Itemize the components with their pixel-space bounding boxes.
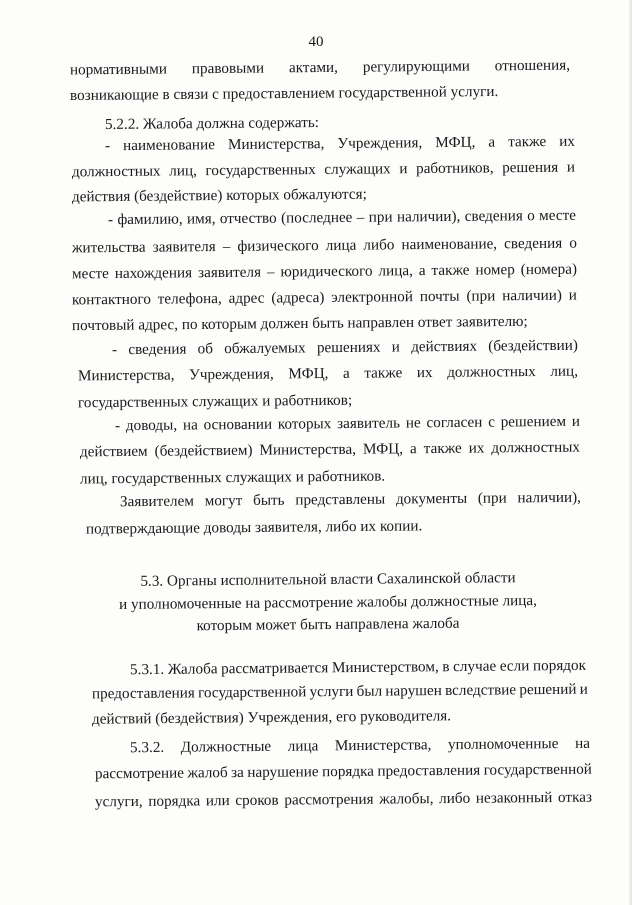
- word: представлены: [295, 490, 386, 509]
- word: был: [356, 682, 383, 700]
- text-line: государственных служащих и работников;: [77, 391, 353, 412]
- word: фамилию,: [117, 210, 183, 229]
- word: наличии): [502, 286, 562, 305]
- word: наименование,: [401, 235, 498, 254]
- word: наличии),: [517, 488, 582, 507]
- word: вследствие: [444, 681, 517, 699]
- word: лиц,: [169, 162, 197, 180]
- word: не: [405, 414, 421, 432]
- word: и: [566, 158, 576, 176]
- word: если: [499, 657, 530, 675]
- word: случае: [453, 657, 497, 676]
- word: правовыми: [191, 59, 265, 78]
- word: решениях: [316, 338, 381, 357]
- word: также: [364, 364, 403, 382]
- word: об: [197, 340, 214, 358]
- word: юридического: [280, 262, 373, 281]
- word: Министерства,: [334, 736, 432, 755]
- word: электронной: [331, 288, 414, 306]
- word: заявителя: [152, 238, 216, 256]
- word: –: [266, 263, 275, 281]
- word: о: [569, 234, 577, 252]
- word: Министерства,: [77, 366, 175, 385]
- word: о: [527, 207, 535, 225]
- text-line: [80, 438, 580, 463]
- word: и: [399, 160, 408, 178]
- word: или: [205, 792, 230, 810]
- text-line: подтверждающие доводы заявителя, либо их копии.: [85, 517, 423, 538]
- word: лица,: [378, 262, 413, 280]
- word: жалоб: [187, 764, 228, 782]
- word: а: [342, 364, 350, 382]
- word: на: [574, 734, 591, 752]
- word: Заявителем: [119, 492, 195, 511]
- word: отчество: [219, 209, 277, 228]
- word: нарушен: [385, 682, 442, 700]
- text-line: [112, 336, 578, 360]
- word: должностных: [447, 363, 536, 381]
- text-line: [105, 132, 575, 157]
- text-line: [78, 362, 578, 387]
- word: контактного: [71, 290, 151, 309]
- word: а: [418, 262, 426, 280]
- word: решения: [502, 158, 559, 177]
- text-line: лиц, государственных служащих и работников.: [79, 467, 386, 488]
- word: решением: [500, 412, 567, 431]
- word: (последнее: [280, 208, 353, 227]
- page-number: 40: [308, 34, 324, 50]
- word: -: [104, 137, 111, 155]
- word: также: [423, 439, 462, 458]
- word: -: [114, 417, 121, 435]
- word: Министерства,: [259, 440, 357, 459]
- word: нормативными: [69, 60, 168, 79]
- word: физического: [237, 237, 319, 255]
- word: и: [568, 286, 577, 304]
- word: почты: [419, 287, 460, 306]
- word: порядка: [321, 762, 375, 781]
- word: (при: [477, 489, 507, 507]
- word: отказ: [557, 788, 593, 806]
- word: -: [111, 341, 118, 359]
- word: их: [468, 439, 485, 457]
- word: с: [488, 413, 495, 431]
- text-line: возникающие в связи с предоставлением государственной услуги.: [69, 82, 499, 105]
- word: согласен: [426, 413, 483, 432]
- word: 5.3.2.: [129, 738, 165, 757]
- word: имя,: [186, 210, 216, 228]
- word: могут: [204, 492, 243, 510]
- word: государственных: [205, 161, 316, 180]
- word: за: [231, 763, 244, 782]
- word: лица: [325, 236, 357, 254]
- word: действием: [79, 442, 148, 461]
- word: услуги: [309, 682, 354, 701]
- text-line: [72, 158, 575, 183]
- word: сведения: [464, 207, 523, 225]
- word: наличии),: [396, 207, 461, 226]
- word: наименование: [123, 136, 215, 155]
- word: (при: [466, 287, 496, 305]
- word: их: [416, 363, 433, 382]
- word: МФЦ,: [288, 364, 329, 383]
- word: должностных: [71, 162, 161, 181]
- word: также: [431, 261, 470, 279]
- text-line: [72, 260, 577, 285]
- word: месте: [71, 265, 109, 283]
- word: и: [571, 412, 581, 430]
- text-line: [72, 286, 577, 311]
- text-line: почтовый адрес, по которым должен быть направлен ответ заявителю;: [71, 312, 528, 335]
- word: на: [182, 416, 198, 434]
- word: сроков: [235, 791, 279, 810]
- word: -: [107, 211, 114, 229]
- word: месте: [539, 206, 577, 225]
- text-line: [120, 488, 581, 512]
- word: которых: [277, 415, 332, 433]
- word: Учреждения,: [337, 134, 423, 153]
- word: МФЦ,: [362, 440, 404, 458]
- word: служащих: [324, 160, 391, 178]
- text-line: [130, 656, 586, 680]
- word: заявителя: [197, 263, 262, 282]
- section-heading: которым может быть направлена жалоба: [196, 614, 460, 635]
- text-line: 5.2.2. Жалоба должна содержать:: [104, 113, 320, 134]
- word: основании: [203, 415, 273, 434]
- word: жительства: [71, 238, 146, 257]
- word: лица: [287, 737, 319, 755]
- word: (бездействием): [154, 441, 253, 460]
- text-line: [95, 788, 592, 813]
- word: а: [409, 440, 417, 458]
- word: их: [559, 132, 576, 150]
- word: и: [391, 338, 400, 356]
- word: регулирующими: [362, 57, 470, 76]
- word: Должностные: [180, 737, 272, 756]
- word: номер: [475, 261, 515, 279]
- word: и: [579, 680, 588, 698]
- word: отношения,: [494, 56, 571, 75]
- word: порядка: [148, 792, 201, 810]
- word: документы: [395, 489, 468, 508]
- text-line: действий (бездействия) Учреждения, его руководителя.: [91, 707, 452, 728]
- section-heading: и уполномоченные на рассмотрение жалобы должностные лица,: [118, 591, 537, 614]
- word: должностных: [491, 438, 581, 457]
- text-line: [70, 56, 570, 81]
- word: Жалоба: [167, 660, 218, 678]
- word: в: [442, 658, 450, 676]
- word: актами,: [288, 58, 339, 77]
- word: (номера): [520, 260, 578, 279]
- section-heading: 5.3. Органы исполнительной власти Сахалинской области: [140, 569, 516, 590]
- word: лиц,: [550, 362, 579, 380]
- word: сведения: [128, 340, 187, 359]
- word: заявитель: [337, 414, 401, 433]
- word: а: [488, 133, 496, 151]
- word: решений: [519, 680, 577, 699]
- word: также: [508, 133, 547, 151]
- word: рассмотрения: [284, 790, 374, 809]
- text-line: действия (бездействие) которых обжалуются;: [71, 185, 367, 206]
- word: (бездействии): [488, 336, 579, 355]
- word: нахождения: [114, 264, 193, 283]
- word: телефона,: [157, 289, 222, 308]
- word: обжалуемых: [224, 339, 306, 358]
- text-line: [95, 760, 592, 785]
- word: рассматривается: [221, 659, 329, 678]
- word: –: [356, 208, 365, 226]
- word: жалобы,: [379, 790, 434, 808]
- word: адрес: [228, 289, 265, 307]
- word: услуги,: [94, 792, 143, 811]
- word: быть: [252, 491, 285, 509]
- word: (адреса): [271, 289, 325, 307]
- word: порядок: [532, 656, 587, 675]
- word: либо: [439, 789, 471, 808]
- word: уполномоченные: [447, 735, 559, 754]
- word: при: [368, 208, 393, 226]
- word: МФЦ,: [435, 133, 476, 152]
- word: Учреждения,: [188, 365, 274, 384]
- word: либо: [363, 236, 395, 254]
- word: предоставления: [377, 761, 481, 780]
- word: незаконный: [475, 788, 553, 807]
- word: нарушение: [247, 763, 319, 781]
- word: –: [222, 237, 231, 255]
- word: предоставления: [91, 684, 195, 703]
- text-line: [92, 680, 588, 705]
- text-line: [72, 234, 577, 259]
- word: государственной: [197, 683, 307, 702]
- text-line: [108, 206, 576, 230]
- text-line: [115, 412, 580, 436]
- word: работников,: [415, 159, 494, 178]
- word: Министерством,: [331, 658, 439, 677]
- word: действиях: [411, 337, 478, 356]
- text-line: [130, 734, 590, 758]
- word: рассмотрение: [94, 764, 185, 783]
- word: Министерства,: [227, 135, 325, 154]
- word: 5.3.1.: [129, 660, 165, 679]
- word: сведения: [504, 234, 563, 253]
- word: доводы,: [125, 416, 178, 435]
- word: государственной: [483, 760, 592, 779]
